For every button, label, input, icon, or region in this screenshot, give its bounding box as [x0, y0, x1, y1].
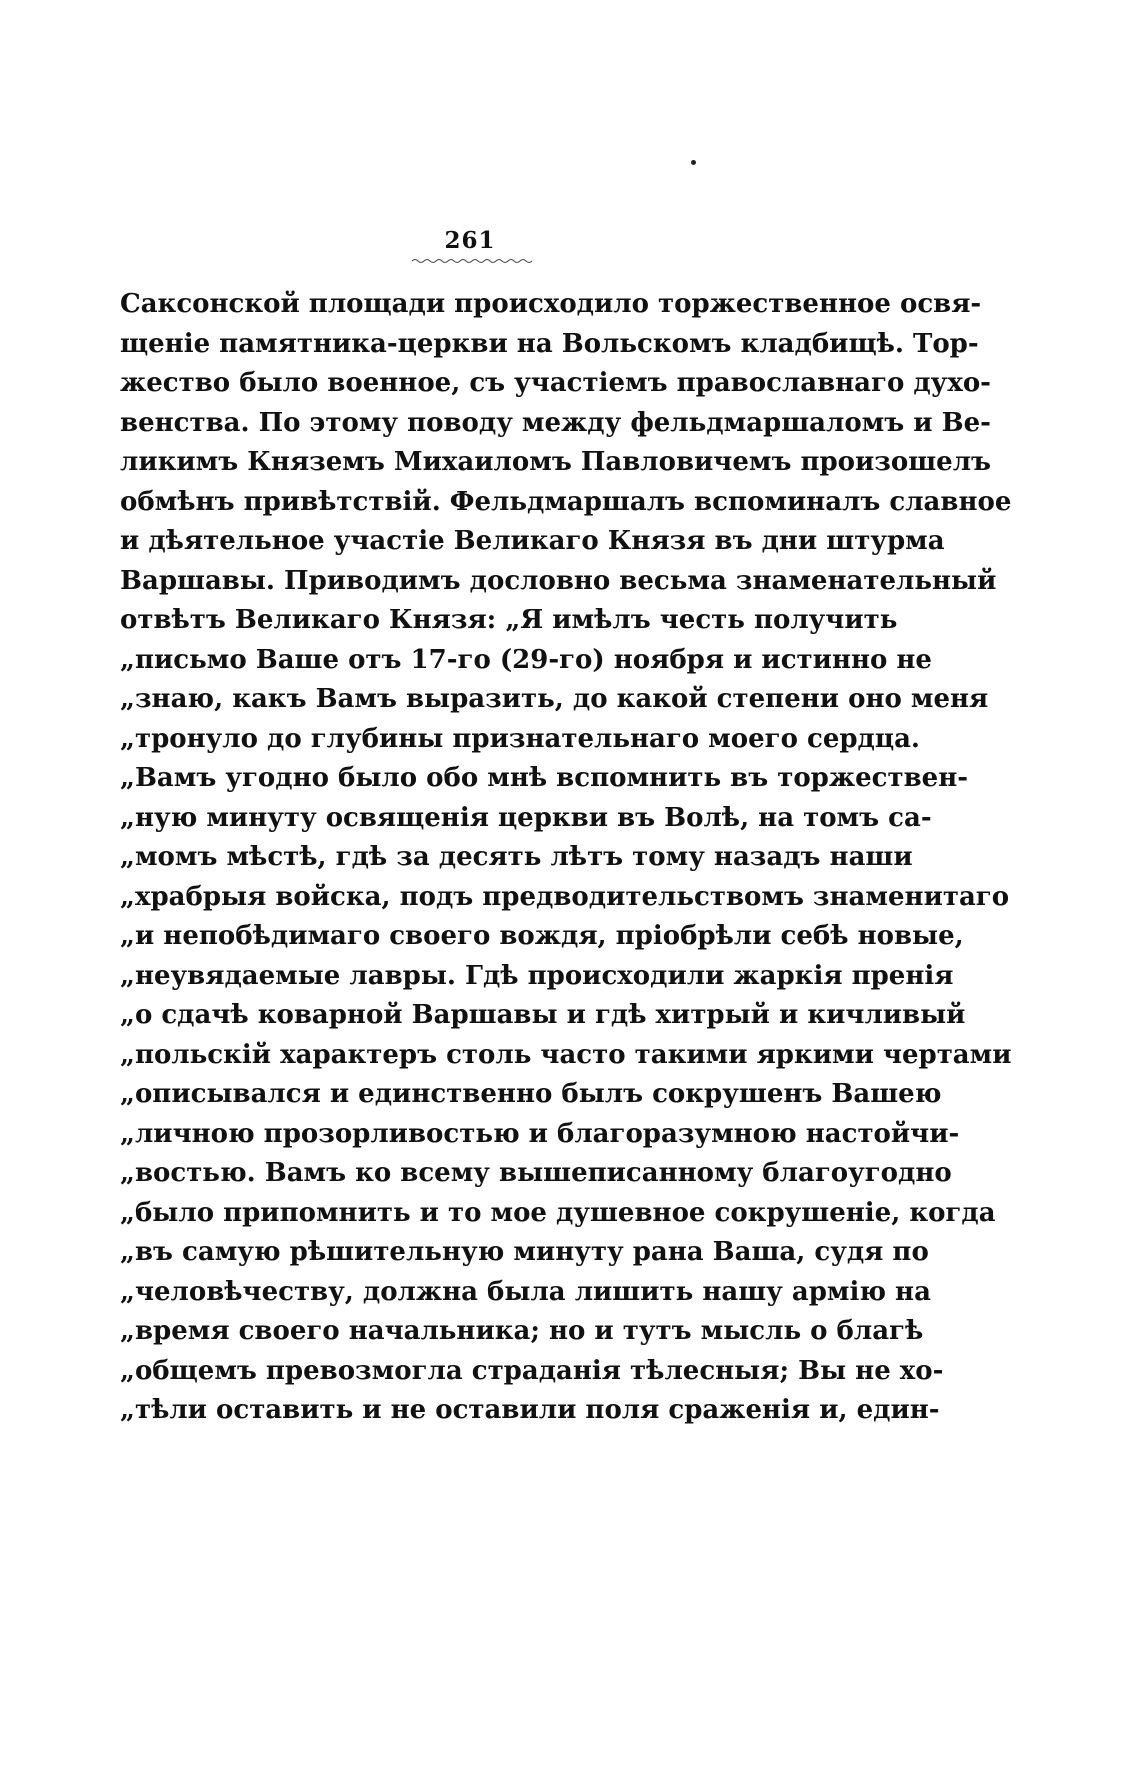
text-line: „описывался и единственно былъ сокрушенъ Вашею: [120, 1079, 942, 1109]
text-line: „личною прозорливостью и благоразумною настойчи-: [120, 1118, 960, 1149]
text-line: „тѣли оставить и не оставили поля сраженія и, един-: [120, 1395, 940, 1425]
text-line: „письмо Ваше отъ 17-го (29-го) ноября и истинно не: [120, 644, 932, 675]
text-line: „общемъ превозмогла страданія тѣлесныя; Вы не хо-: [120, 1355, 944, 1386]
text-line: обмѣнъ привѣтствій. Фельдмаршалъ вспоминалъ славное: [120, 486, 1012, 517]
text-line: „храбрыя войска, подъ предводительствомъ знаменитаго: [120, 881, 1010, 912]
text-line: „время своего начальника; но и тутъ мысль о благѣ: [120, 1316, 924, 1346]
text-line: „Вамъ угодно было обо мнѣ вспомнить въ торжествен-: [120, 763, 969, 793]
text-line: и дѣятельное участіе Великаго Князя въ дни штурма: [120, 526, 945, 556]
text-line: ликимъ Княземъ Михаиломъ Павловичемъ произошелъ: [120, 447, 991, 477]
text-line: „въ самую рѣшительную минуту рана Ваша, судя по: [120, 1237, 929, 1267]
text-line: Варшавы. Приводимъ дословно весьма знаменательный: [120, 565, 997, 596]
text-line: „и непобѣдимаго своего вождя, пріобрѣли себѣ новые,: [120, 921, 964, 951]
text-line: Саксонской площади происходило торжественное освя-: [120, 289, 982, 319]
text-line: „ную минуту освященія церкви въ Волѣ, на томъ са-: [120, 802, 932, 833]
text-line: щеніе памятника-церкви на Вольскомъ кладбищѣ. Тор-: [120, 328, 979, 359]
text-line: венства. По этому поводу между фельдмаршаломъ и Ве-: [120, 407, 991, 438]
text-line: „востью. Вамъ ко всему вышеписанному благоугодно: [120, 1158, 952, 1188]
text-line: жество было военное, съ участіемъ православнаго духо-: [120, 368, 991, 398]
text-line: „было припомнить и то мое душевное сокрушеніе, когда: [120, 1197, 996, 1228]
text-line: „о сдачѣ коварной Варшавы и гдѣ хитрый и кичливый: [120, 1000, 966, 1030]
body-text: [120, 285, 1012, 1431]
text-line: отвѣтъ Великаго Князя: „Я имѣлъ честь получить: [120, 605, 898, 635]
text-line: „неувядаемые лавры. Гдѣ происходили жаркія пренія: [120, 960, 954, 991]
text-line: „момъ мѣстѣ, гдѣ за десять лѣтъ тому назадъ наши: [120, 842, 913, 872]
page-number-wavy-rule: [412, 258, 534, 263]
page-number: 261: [444, 227, 496, 254]
text-line: „тронуло до глубины признательнаго моего сердца.: [120, 723, 920, 754]
text-line: „знаю, какъ Вамъ выразить, до какой степени оно меня: [120, 684, 989, 714]
text-line: „польскій характеръ столь часто такими яркими чертами: [120, 1039, 1012, 1070]
text-line: „человѣчеству, должна была лишить нашу армію на: [120, 1276, 931, 1307]
ink-speck: [691, 160, 696, 165]
